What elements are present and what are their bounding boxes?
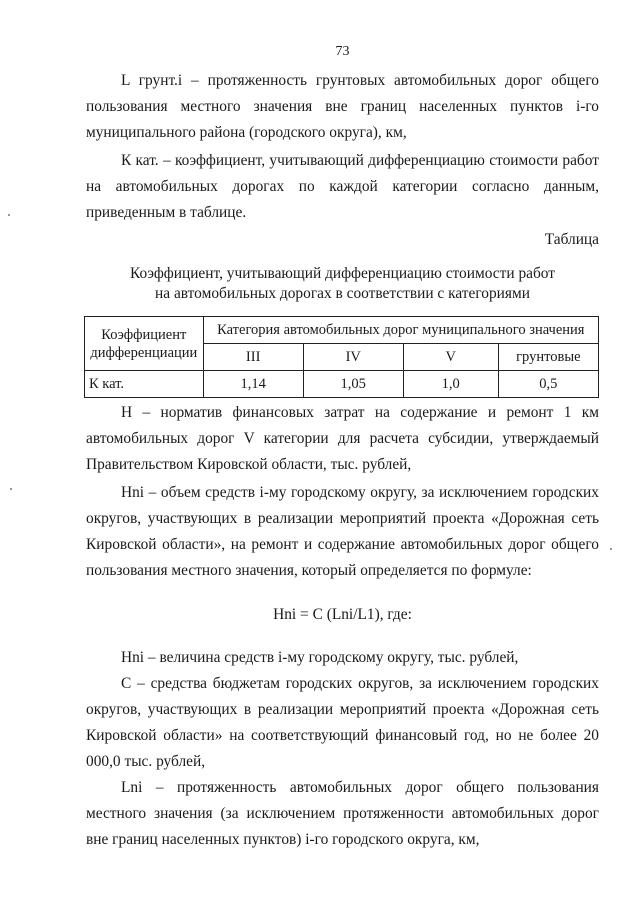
paragraph-c-funds: С – средства бюджетам городских округов, за исключением городских округов, участвующих в реализации мероприятий проекта «Дорожная сеть Кировской области» на соответствующий финансовый год, но не более 20 000,0 тыс. рублей, [86, 675, 599, 770]
paragraph-l-grunt: L грунт.i – протяженность грунтовых автомобильных дорог общего пользования местного значения вне границ населенных пунктов i-го муниципального района (городского округа), км, [86, 72, 599, 141]
table-title-line-2: на автомобильных дорогах в соответствии с категориями [155, 285, 530, 302]
paragraph-hni-value: Нni – величина средств i-му городскому округу, тыс. рублей, [121, 649, 519, 666]
header-category-unpaved: грунтовые [498, 344, 598, 371]
document-page [86, 0, 599, 905]
header-category-iv: IV [303, 344, 403, 371]
value-unpaved: 0,5 [498, 371, 598, 398]
table-title-line-1: Коэффициент, учитывающий дифференциацию стоимости работ [129, 265, 556, 282]
value-iv: 1,05 [303, 371, 403, 398]
paragraph-lni-length: Lni – протяженность автомобильных дорог общего пользования местного значения (за исключением протяженности автомобильных дорог вне границ населенных пунктов) i-го городского округа, км, [86, 779, 599, 848]
coefficient-table [84, 316, 599, 398]
header-category-v: V [403, 344, 498, 371]
row-label-k-kat: К кат. [85, 371, 204, 398]
paragraph-k-kat: К кат. – коэффициент, учитывающий дифференциацию стоимости работ на автомобильных дорогах по каждой категории согласно данным, приведенным в таблице. [86, 152, 599, 221]
table-row [85, 371, 599, 398]
paragraph-n-normativ: Н – норматив финансовых затрат на содержание и ремонт 1 км автомобильных дорог V категории для расчета субсидии, утверждаемый Правительством Кировской области, тыс. рублей, [86, 404, 599, 473]
header-category-group: Категория автомобильных дорог муниципального значения [203, 317, 598, 344]
scan-speck [8, 214, 10, 216]
paragraph-hni-volume: Нni – объем средств i-му городскому округу, за исключением городских округов, участвующих в реализации мероприятий проекта «Дорожная сеть Кировской области», на ремонт и содержание автомобильных дорог общего пользования местного значения, который определяется по формуле: [86, 484, 599, 579]
header-coefficient: Коэффициент дифференциации [85, 317, 204, 371]
scan-speck [10, 488, 12, 490]
page-number: 73 [335, 44, 350, 59]
formula: Нni = C (Lni/L1), где: [273, 606, 412, 623]
value-iii: 1,14 [203, 371, 303, 398]
table-label: Таблица [544, 231, 599, 248]
table-header-row [85, 317, 599, 344]
header-category-iii: III [203, 344, 303, 371]
value-v: 1,0 [403, 371, 498, 398]
scan-speck [610, 548, 612, 550]
